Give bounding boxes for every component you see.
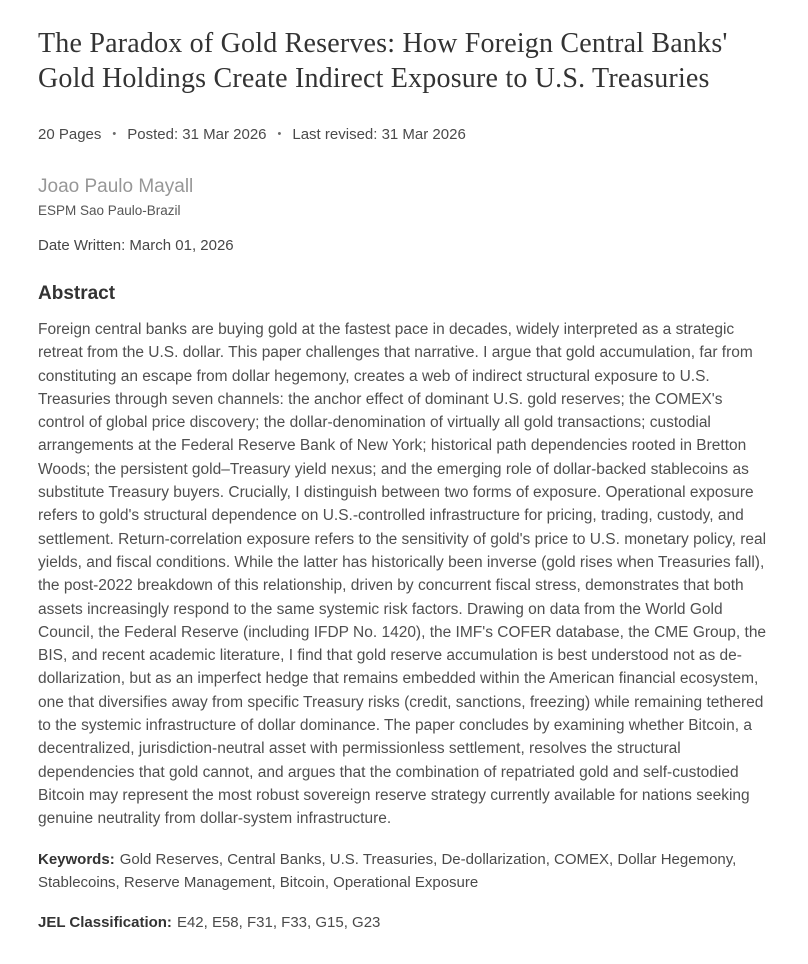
author-block bbox=[38, 175, 770, 220]
meta-separator-dot: • bbox=[277, 128, 282, 140]
keywords-label: Keywords: bbox=[38, 850, 115, 868]
meta-separator-dot: • bbox=[112, 128, 117, 140]
keywords-text: Gold Reserves, Central Banks, U.S. Treasuries, De-dollarization, COMEX, Dollar Hegemony, Stablecoins, Reserve Management, Bitcoin, Operational Exposure bbox=[38, 850, 737, 891]
keywords-line bbox=[38, 848, 770, 894]
author-affiliation: ESPM Sao Paulo-Brazil bbox=[38, 203, 181, 218]
page-count: 20 Pages bbox=[38, 126, 102, 143]
jel-label: JEL Classification: bbox=[38, 913, 172, 931]
jel-text: E42, E58, F31, F33, G15, G23 bbox=[176, 913, 381, 931]
last-revised-date: Last revised: 31 Mar 2026 bbox=[292, 126, 466, 143]
paper-meta-row bbox=[38, 126, 770, 143]
posted-date: Posted: 31 Mar 2026 bbox=[127, 126, 267, 143]
date-written: Date Written: March 01, 2026 bbox=[38, 237, 234, 254]
abstract-text: Foreign central banks are buying gold at the fastest pace in decades, widely interpreted as a strategic retreat from the U.S. dollar. This paper challenges that narrative. I argue that gold accumulation, far from constituting an escape from dollar hegemony, creates a web of indirect structural exposure to U.S. Treasuries through seven channels: the anchor effect of dominant U.S. gold reserves; the COMEX's control of global price discovery; the dollar-denomination of virtually all gold transactions; custodial arrangements at the Federal Reserve Bank of New York; historical path dependencies rooted in Bretton Woods; the persistent gold–Treasury yield nexus; and the emerging role of dollar-backed stablecoins as substitute Treasury buyers. Crucially, I distinguish between two forms of exposure. Operational exposure refers to gold's structural dependence on U.S.-controlled infrastructure for pricing, trading, custody, and settlement. Return-correlation exposure refers to the sensitivity of gold's price to U.S. monetary policy, real yields, and fiscal conditions. While the latter has historically been inverse (gold rises when Treasuries fall), the post-2022 breakdown of this relationship, driven by concurrent fiscal stress, demonstrates that both assets increasingly respond to the same systemic risk factors. Drawing on data from the World Gold Council, the Federal Reserve (including IFDP No. 1420), the IMF's COFER database, the CME Group, the BIS, and recent academic literature, I find that gold reserve accumulation is best understood not as de-dollarization, but as an imperfect hedge that remains embedded within the American financial ecosystem, one that diversifies away from specific Treasury risks (credit, sanctions, freezing) while remaining tethered to the systemic infrastructure of dollar dominance. The paper concludes by examining whether Bitcoin, a decentralized, jurisdiction-neutral asset with permissionless settlement, resolves the structural dependencies that gold cannot, and argues that the combination of repatriated gold and self-custodied Bitcoin may represent the most robust sovereign reserve strategy currently available for nations seeking genuine neutrality from dollar-system infrastructure. bbox=[38, 321, 767, 828]
author-name-link[interactable]: Joao Paulo Mayall bbox=[38, 176, 194, 197]
paper-title: The Paradox of Gold Reserves: How Foreign Central Banks' Gold Holdings Create Indirect Exposure to U.S. Treasuries bbox=[38, 28, 728, 94]
jel-classification-line bbox=[38, 911, 770, 934]
abstract-heading: Abstract bbox=[38, 283, 116, 304]
